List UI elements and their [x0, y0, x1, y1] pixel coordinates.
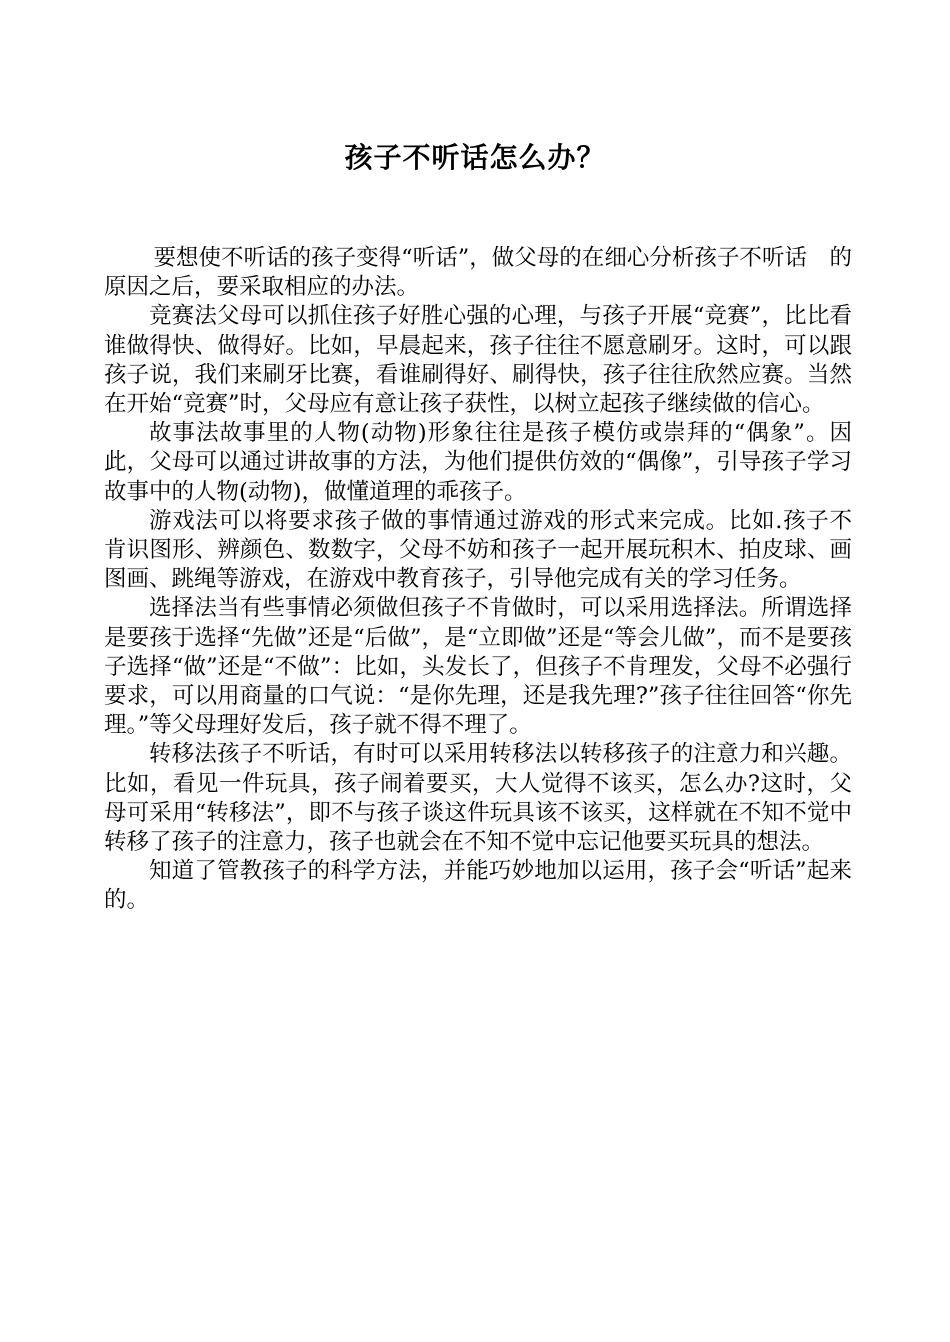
paragraph-game-method: 游戏法可以将要求孩子做的事情通过游戏的形式来完成。比如.孩子不肯识图形、辨颜色、数数字，父母不妨和孩子一起开展玩积木、拍皮球、画图画、跳绳等游戏，在游戏中教育孩子，引导他完成有关的学习任务。 — [104, 507, 852, 593]
paragraph-competition-method: 竞赛法父母可以抓住孩子好胜心强的心理，与孩子开展“竞赛”，比比看谁做得快、做得好。比如，早晨起来，孩子往往不愿意刷牙。这时，可以跟孩子说，我们来刷牙比赛，看谁刷得好、刷得快，孩子往往欣然应赛。当然在开始“竞赛”时，父母应有意让孩子获性，以树立起孩子继续做的信心。 — [104, 303, 852, 418]
paragraph-conclusion: 知道了管教孩子的科学方法，并能巧妙地加以运用，孩子会“听话”起来的。 — [104, 858, 852, 914]
document-body — [104, 244, 852, 916]
paragraph-diversion-method: 转移法孩子不听话，有时可以采用转移法以转移孩子的注意力和兴趣。比如，看见一件玩具，孩子闹着要买，大人觉得不该买，怎么办?这时，父母可采用“转移法”，即不与孩子谈这件玩具该不该买，这样就在不知不觉中转移了孩子的注意力，孩子也就会在不知不觉中忘记他要买玩具的想法。 — [104, 741, 852, 856]
paragraph-intro: 要想使不听话的孩子变得“听话”，做父母的在细心分析孩子不听话 的原因之后，要采取相应的办法。 — [104, 245, 852, 301]
document-title: 孩子不听话怎么办？ — [344, 141, 606, 174]
paragraph-choice-method: 选择法当有些事情必须做但孩子不肯做时，可以采用选择法。所谓选择是要孩于选择“先做”还是“后做”，是“立即做”还是“等会儿做”，而不是要孩子选择“做”还是“不做”：比如，头发长了，但孩子不肯理发，父母不必强行要求，可以用商量的口气说：“是你先理，还是我先理?”孩子往往回答“你先理。”等父母理好发后，孩子就不得不理了。 — [104, 595, 852, 739]
paragraph-story-method: 故事法故事里的人物(动物)形象往往是孩子模仿或崇拜的“偶象”。因此，父母可以通过讲故事的方法，为他们提供仿效的“偶像”，引导孩子学习故事中的人物(动物)，做懂道理的乖孩子。 — [104, 420, 852, 505]
